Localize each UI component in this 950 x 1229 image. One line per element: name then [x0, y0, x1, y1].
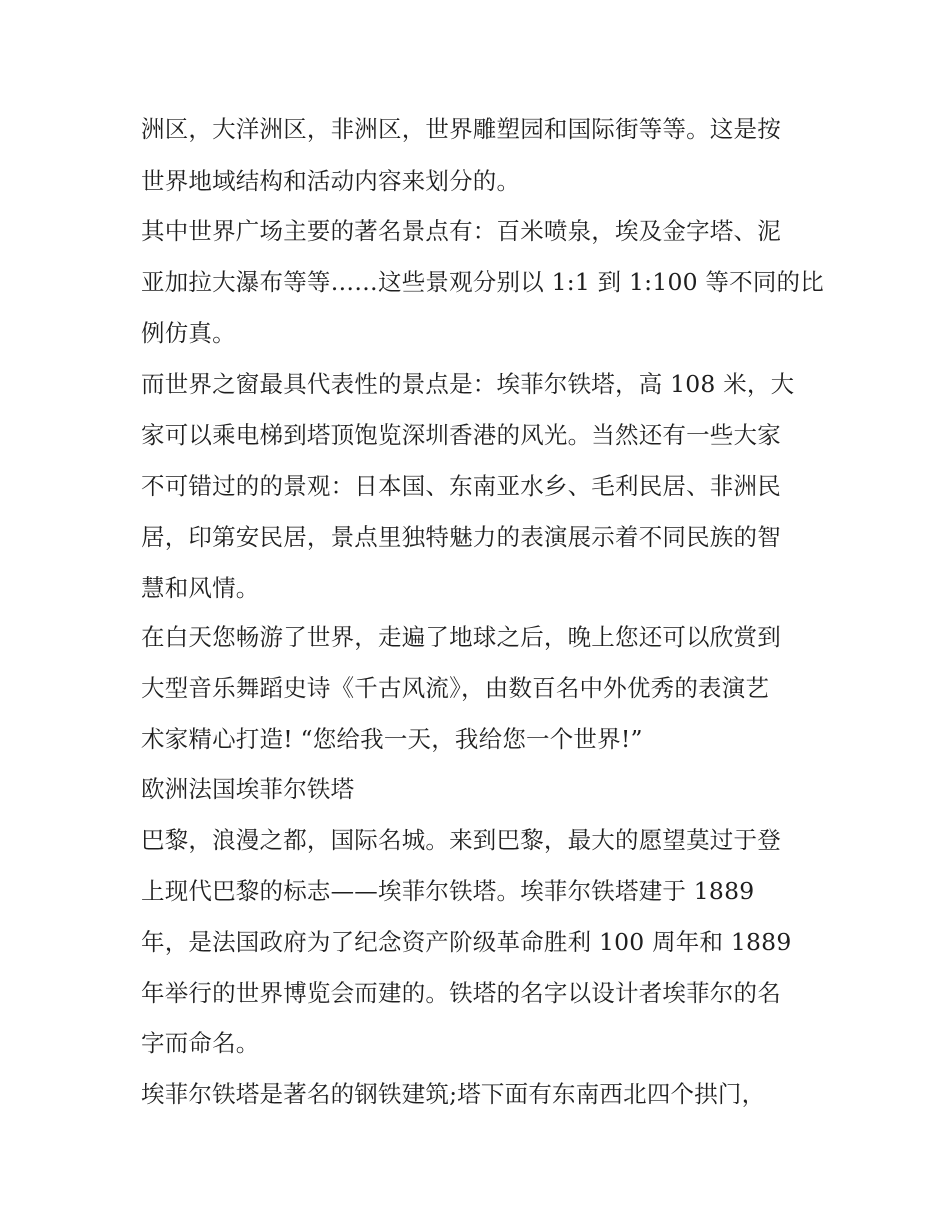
text-line: 巴黎，浪漫之都，国际名城。来到巴黎，最大的愿望莫过于登: [141, 826, 781, 854]
text-line: 其中世界广场主要的著名景点有：百米喷泉，埃及金字塔、泥: [141, 217, 781, 245]
text-line: 年，是法国政府为了纪念资产阶级革命胜利 100 周年和 1889: [141, 928, 792, 956]
text-line: 术家精心打造! “您给我一天，我给您一个世界!”: [141, 725, 643, 753]
text-line: 在白天您畅游了世界，走遍了地球之后，晚上您还可以欣赏到: [141, 623, 781, 651]
text-line: 慧和风情。: [141, 574, 260, 602]
text-line: 而世界之窗最具代表性的景点是：埃菲尔铁塔，高 108 米，大: [141, 370, 795, 398]
text-line: 亚加拉大瀑布等等……这些景观分别以 1:1 到 1:100 等不同的比: [141, 268, 824, 296]
text-line: 洲区，大洋洲区，非洲区，世界雕塑园和国际街等等。这是按: [141, 115, 781, 143]
text-line: 例仿真。: [141, 319, 236, 347]
section-heading: 欧洲法国埃菲尔铁塔: [141, 775, 355, 803]
text-line: 上现代巴黎的标志——埃菲尔铁塔。埃菲尔铁塔建于 1889: [141, 877, 755, 905]
text-line: 埃菲尔铁塔是著名的钢铁建筑;塔下面有东南西北四个拱门，: [141, 1080, 766, 1108]
text-line: 世界地域结构和活动内容来划分的。: [141, 167, 521, 195]
text-line: 年举行的世界博览会而建的。铁塔的名字以设计者埃菲尔的名: [141, 979, 781, 1007]
text-line: 不可错过的的景观：日本国、东南亚水乡、毛利民居、非洲民: [141, 472, 781, 500]
text-line: 字而命名。: [141, 1029, 260, 1057]
text-line: 家可以乘电梯到塔顶饱览深圳香港的风光。当然还有一些大家: [141, 421, 781, 449]
text-line: 大型音乐舞蹈史诗《千古风流》，由数百名中外优秀的表演艺: [141, 674, 770, 702]
text-line: 居，印第安民居，景点里独特魅力的表演展示着不同民族的智: [141, 523, 781, 551]
